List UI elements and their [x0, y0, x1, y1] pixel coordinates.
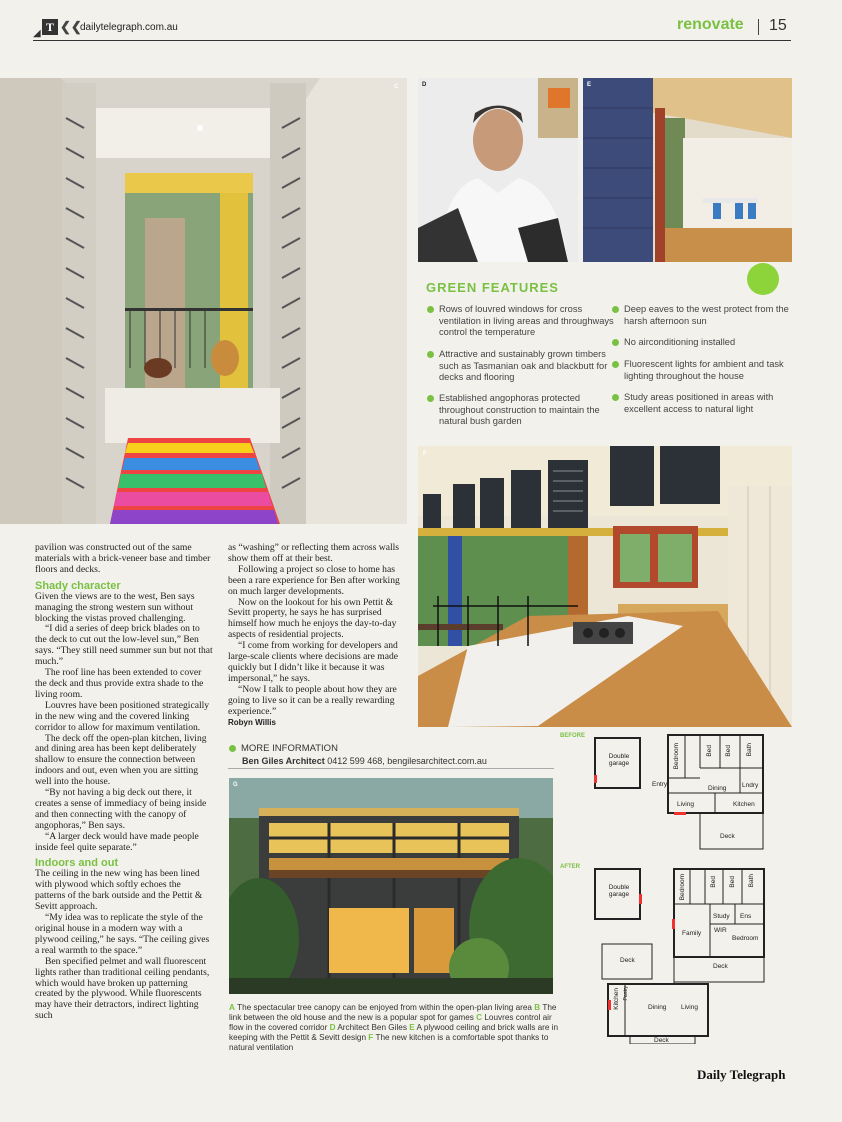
article-paragraph: Given the views are to the west, Ben says managing the strong western sun without blocking the vistas proved challenging.: [35, 590, 195, 624]
caption-letter: C: [476, 1013, 483, 1022]
green-feature-item: No airconditioning installed: [612, 337, 804, 349]
page-number: 15: [769, 17, 787, 34]
caption-text: The spectacular tree canopy can be enjoyed from within the open-plan living area: [237, 1003, 532, 1012]
article-paragraph: The deck off the open-plan kitchen, living and dining area has been kept deliberately shallow to ensure the connection between indoors and out, even when you are sitting well into the house.: [35, 732, 207, 788]
article-column-2: [228, 543, 408, 728]
caption-text: Louvres control air flow in the covered corridor: [229, 1013, 552, 1032]
room-label: Deck: [654, 1037, 669, 1044]
article-paragraph: The ceiling in the new wing has been lined with plywood which softly echoes the patterns of the bark outside and the Pettit & Sevitt approach.: [35, 868, 203, 913]
room-label: Double garage: [608, 884, 630, 898]
photo-kitchen: [418, 446, 792, 727]
room-label: Deck: [620, 957, 635, 964]
green-features-title: GREEN FEATURES: [426, 280, 559, 295]
floor-plan-after: [560, 864, 800, 1044]
photo-label-f: F: [423, 451, 427, 457]
room-label: Study: [713, 913, 730, 920]
room-label: Pantry: [623, 986, 629, 1001]
bullet-icon: [427, 351, 434, 358]
caption-letter: B: [534, 1003, 541, 1012]
photo-label-d: D: [422, 82, 427, 88]
green-feature-item: Established angophoras protected throughout construction to maintain the natural bush garden: [427, 393, 614, 428]
caption-text: The link between the old house and the new is a popular spot for games: [229, 1003, 557, 1022]
room-label: Bed: [706, 745, 713, 757]
room-label: Ens: [740, 913, 752, 920]
article-paragraph: “I did a series of deep brick blades on to the deck to cut out the low-level sun,” Ben says. “They still need summer sun but not that much.”: [35, 623, 213, 668]
room-label: Kitchen: [613, 988, 620, 1010]
caption-text: The new kitchen is a comfortable spot thanks to natural ventilation: [229, 1033, 549, 1052]
caption-letter: A: [229, 1003, 235, 1012]
room-label: Dining: [648, 1004, 667, 1011]
bullet-icon: [229, 745, 236, 752]
masthead-logo: Daily Telegraph: [697, 1067, 786, 1082]
bullet-icon: [612, 339, 619, 346]
room-label: Bedroom: [732, 935, 759, 942]
architect-contact: 0412 599 468, bengilesarchitect.com.au: [327, 756, 487, 766]
bullet-icon: [427, 395, 434, 402]
room-label: Bedroom: [679, 874, 686, 901]
pin-icon: ◢: [33, 28, 41, 39]
chevron-left-icon: ❮❮: [60, 19, 82, 34]
room-label: Kitchen: [733, 801, 755, 808]
article-paragraph: Following a project so close to home has been a rare experience for Ben after working on much larger developments.: [228, 563, 400, 597]
photo-label-c: C: [394, 84, 399, 90]
article-column-1: [35, 543, 213, 1022]
floor-plan-before-label: BEFORE: [560, 733, 586, 739]
article-paragraph: “I come from working for developers and large-scale clients where decisions are made quickly but I didn’t like it because it was impersonal,” he says.: [228, 640, 399, 684]
section-name: renovate: [677, 16, 744, 33]
article-paragraph: Louvres have been positioned strategically in the new wing and the covered linking corridor to allow for maximum ventilation.: [35, 699, 210, 733]
room-label: Bath: [746, 743, 753, 757]
article-paragraph: The roof line has been extended to cover the deck and thus provide extra shade to the living room.: [35, 667, 204, 700]
article-paragraph: “By not having a big deck out there, it creates a sense of immediacy of being inside and then connecting with the canopy of angophoras,” Ben says.: [35, 787, 207, 831]
room-label: Bed: [729, 876, 736, 888]
photo-label-e: E: [587, 82, 592, 88]
room-label: WIR: [714, 927, 727, 934]
green-feature-item: Study areas positioned in areas with excellent access to natural light: [612, 392, 804, 415]
photo-corridor: [0, 78, 407, 524]
green-dot-icon: [747, 263, 779, 295]
more-info-contact: [242, 756, 487, 766]
floor-plan-before: [560, 733, 800, 858]
photo-captions: [229, 1003, 559, 1053]
room-label: Bedroom: [673, 743, 680, 770]
subheading-indoors-and-out: Indoors and out: [35, 857, 119, 870]
photo-plywood-room: [583, 78, 792, 262]
room-label: Bed: [710, 876, 717, 888]
telegraph-logo-icon: T: [42, 19, 58, 35]
article-paragraph: Now on the lookout for his own Pettit & Sevitt property, he says he has surprised himself how much he enjoys the day-to-day aspects of residential projects.: [228, 596, 397, 641]
room-label: Dining: [708, 785, 727, 792]
article-paragraph: as “washing” or reflecting them across walls show them off at their best.: [228, 542, 400, 564]
article-paragraph: “A larger deck would have made people inside feel quite separate.”: [35, 830, 199, 853]
article-paragraph: Ben specified pelmet and wall fluorescent lights rather than traditional ceiling pendants, which would have broken up patterning created by the plywood. While fluorescents may have their detractors, indirect lighting such: [35, 955, 210, 1022]
room-label: Bath: [748, 874, 755, 888]
divider: [758, 19, 759, 35]
caption-text: A plywood ceiling and brick walls are in keeping with the Pettit & Sevitt design: [229, 1023, 559, 1042]
room-label: Living: [681, 1004, 698, 1011]
more-info-title: MORE INFORMATION: [241, 743, 338, 754]
green-feature-item: Fluorescent lights for ambient and task lighting throughout the house: [612, 359, 804, 382]
bullet-icon: [612, 394, 619, 401]
divider: [228, 768, 554, 769]
caption-letter: F: [368, 1033, 374, 1042]
green-feature-item: Attractive and sustainably grown timbers such as Tasmanian oak and blackbutt for decks and flooring: [427, 349, 614, 384]
room-label: Bed: [725, 745, 732, 757]
room-label: Family: [682, 930, 702, 937]
room-label: Deck: [713, 963, 728, 970]
caption-letter: E: [409, 1023, 415, 1032]
room-label: Lndry: [742, 782, 759, 789]
photo-label-g: G: [233, 782, 238, 788]
bullet-icon: [612, 306, 619, 313]
caption-letter: D: [329, 1023, 336, 1032]
header-rule: [33, 40, 791, 41]
caption-text: Architect Ben Giles: [337, 1023, 407, 1032]
article-paragraph: “Now I talk to people about how they are going to live so it can be a really rewarding experience.”: [228, 683, 397, 717]
room-label: Deck: [720, 833, 735, 840]
architect-name: Ben Giles Architect: [242, 756, 325, 766]
photo-architect: [418, 78, 578, 262]
room-label: Living: [677, 801, 694, 808]
site-url: dailytelegraph.com.au: [80, 22, 178, 33]
byline: Robyn Willis: [228, 717, 276, 727]
article-paragraph: pavilion was constructed out of the same materials with a brick-veneer base and timber floors and decks.: [35, 542, 211, 575]
room-label: Double garage: [608, 753, 630, 767]
room-label: Entry: [652, 781, 668, 788]
green-feature-item: Deep eaves to the west protect from the harsh afternoon sun: [612, 304, 804, 327]
photo-exterior: [229, 778, 553, 994]
bullet-icon: [427, 306, 434, 313]
bullet-icon: [612, 361, 619, 368]
floor-plan-after-label: AFTER: [560, 864, 580, 870]
subheading-shady-character: Shady character: [35, 579, 121, 592]
green-feature-item: Rows of louvred windows for cross ventilation in living areas and throughways control the temperature: [427, 304, 614, 339]
article-paragraph: “My idea was to replicate the style of the original house in a modern way with a plywood ceiling,” he says. “The ceiling gives a real warmth to the space.”: [35, 912, 210, 956]
